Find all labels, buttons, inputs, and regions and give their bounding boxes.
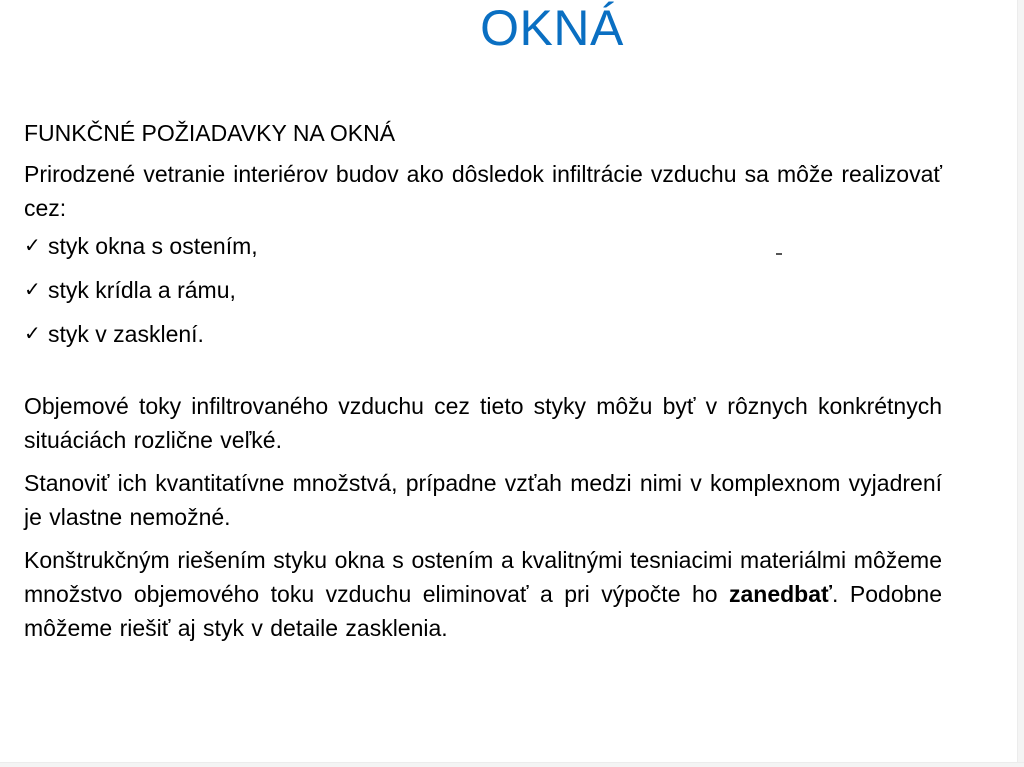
section-heading: FUNKČNÉ POŽIADAVKY NA OKNÁ [24,120,396,146]
list-item-label: styk okna s ostením, [48,233,258,259]
slide-title: OKNÁ [480,0,624,56]
emphasis-neglect: zanedbať [729,581,833,607]
list-item-label: styk krídla a rámu, [48,277,236,303]
checkmark-icon: ✓ [24,235,41,257]
paragraph-text-after: . Podobne môžeme riešiť aj styk v detaile zasklenia. [24,581,942,641]
paragraph-air-flows: Objemové toky infiltrovaného vzduchu cez tieto styky môžu byť v rôznych konkrétnych situáciách rozlične veľké. [24,393,942,453]
paragraph-construction [24,543,942,645]
list-item-label: styk v zasklení. [48,321,204,347]
checklist [24,229,942,351]
spacer [24,361,942,389]
checkmark-icon: ✓ [24,279,41,301]
list-item [24,229,942,263]
slide-right-border [1017,0,1024,767]
slide-bottom-border [0,762,1024,767]
slide-content [24,116,942,654]
list-item [24,317,942,351]
paragraph-text-before: Konštrukčným riešením styku okna s ostením a kvalitnými tesniacimi materiálmi môžeme množstvo objemového toku vzduchu eliminovať a pri výpočte ho [24,547,942,607]
intro-paragraph: Prirodzené vetranie interiérov budov ako dôsledok infiltrácie vzduchu sa môže realizovať cez: [24,161,942,221]
checkmark-icon: ✓ [24,323,41,345]
list-item [24,273,942,307]
paragraph-quantification: Stanoviť ich kvantitatívne množstvá, prípadne vzťah medzi nimi v komplexnom vyjadrení je vlastne nemožné. [24,470,942,530]
